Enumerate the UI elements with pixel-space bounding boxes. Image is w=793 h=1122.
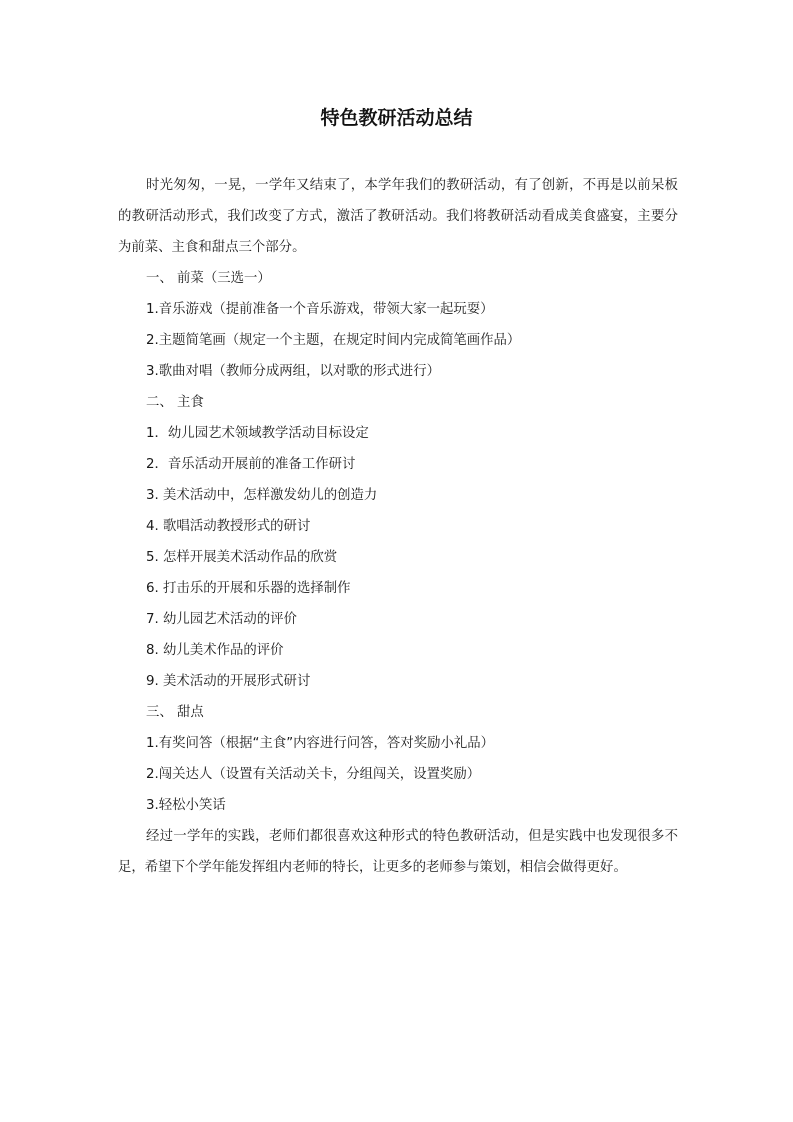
conclusion-paragraph: 经过一学年的实践，老师们都很喜欢这种形式的特色教研活动，但是实践中也发现很多不足，希望下个学年能发挥组内老师的特长，让更多的老师参与策划，相信会做得更好。 — [118, 829, 678, 875]
list-item: 7. 幼儿园艺术活动的评价 — [146, 612, 297, 627]
list-item: 3. 美术活动中，怎样激发幼儿的创造力 — [146, 488, 378, 503]
document-title: 特色教研活动总结 — [320, 107, 473, 129]
list-item: 6. 打击乐的开展和乐器的选择制作 — [146, 581, 351, 596]
document-body — [118, 170, 678, 883]
section-heading-dessert: 三、 甜点 — [146, 705, 204, 720]
list-item: 1．幼儿园艺术领域教学活动目标设定 — [146, 426, 369, 441]
list-item: 2.主题简笔画（规定一个主题，在规定时间内完成简笔画作品） — [146, 333, 521, 348]
list-item: 1.音乐游戏（提前准备一个音乐游戏，带领大家一起玩耍） — [146, 302, 494, 317]
list-item: 8. 幼儿美术作品的评价 — [146, 643, 284, 658]
list-item: 1.有奖问答（根据“主食”内容进行问答，答对奖励小礼品） — [146, 736, 495, 751]
list-item: 4. 歌唱活动教授形式的研讨 — [146, 519, 311, 534]
list-item: 9. 美术活动的开展形式研讨 — [146, 674, 311, 689]
intro-paragraph: 时光匆匆，一晃，一学年又结束了，本学年我们的教研活动，有了创新，不再是以前呆板的教研活动形式，我们改变了方式，激活了教研活动。我们将教研活动看成美食盛宴，主要分为前菜、主食和甜点三个部分。 — [118, 178, 678, 255]
list-item: 3.歌曲对唱（教师分成两组，以对歌的形式进行） — [146, 364, 440, 379]
list-item: 3.轻松小笑话 — [146, 798, 226, 813]
list-item: 2.闯关达人（设置有关活动关卡，分组闯关，设置奖励） — [146, 767, 481, 782]
list-item: 5. 怎样开展美术活动作品的欣赏 — [146, 550, 338, 565]
section-heading-main: 二、 主食 — [146, 395, 204, 410]
section-heading-appetizer: 一、 前菜（三选一） — [146, 271, 271, 286]
list-item: 2．音乐活动开展前的准备工作研讨 — [146, 457, 356, 472]
